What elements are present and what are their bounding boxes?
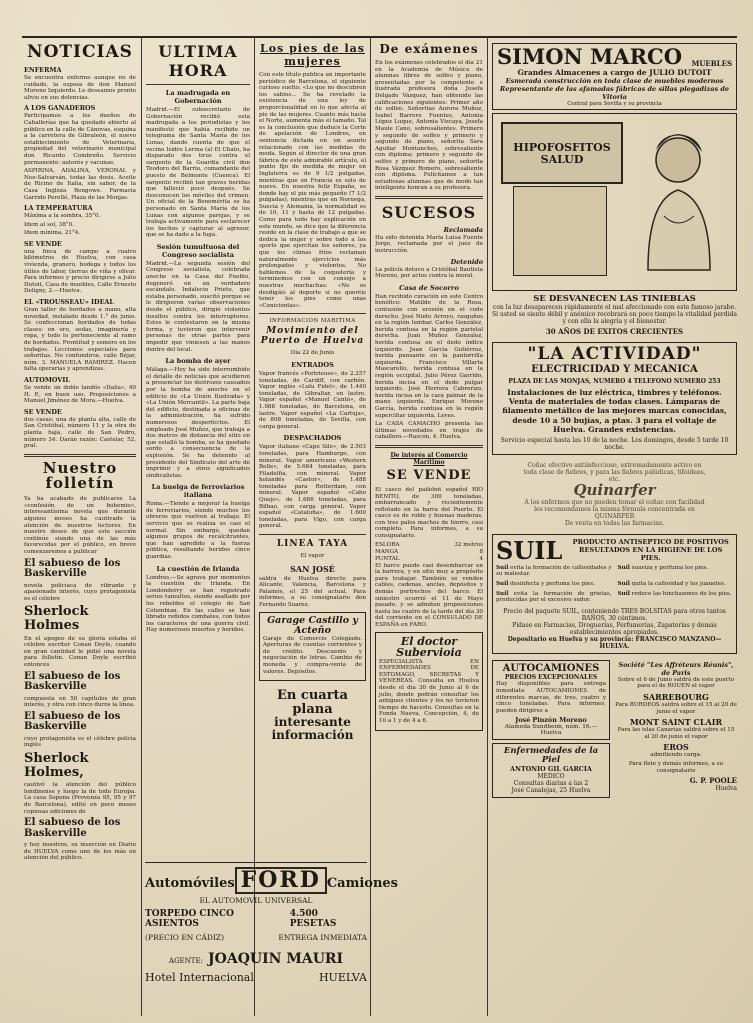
sabueso-headline: El sabueso de los Baskerville	[24, 817, 121, 839]
precio-cadiz: (PRECIO EN CÁDIZ)	[145, 933, 225, 943]
folletin-text: Ya ha acabado de publicarse La «confesión de un bohemio», interesantísima novela que durante algunos meses ha cautivado la atención de nuestros lectores. En nuestro deseo de que este sección continúe siendo una de las más favorecidas por el público, en breve comenzaremos a publicar	[24, 496, 136, 555]
top-rule	[22, 36, 737, 38]
detenido-text: La policía detuvo a Cristóbal Bautista Moreno, por actos contra la moral.	[375, 266, 483, 280]
suil-logo: SUIL	[496, 535, 563, 565]
spec-label: PUNTAL	[375, 555, 400, 562]
se-vende-heading: SE VENDE	[24, 407, 62, 416]
consulta-address: José Canalejas, 25 Huelva	[511, 787, 591, 795]
enferma-text: Se encuentra enfermo aunque no de cuidado, la esposa de don Manuel Moreno Izquierdo. Le deseamos pronto alivio en sus dolencias.	[24, 75, 136, 101]
temp-line: Idem al sol, 38°0.	[24, 221, 74, 228]
sabueso-headline: El sabueso de los Baskerville	[24, 670, 121, 693]
section-heading: La madrugada en Gobernación	[165, 89, 231, 105]
spec-row	[375, 556, 483, 563]
garage-text: Garaje de Comercio Colegiado. Aperturas de cuentas corrientes y de crédito. Descuento y negociación de letras. Cambio de moneda y compra-venta de valores. Depósitos.	[263, 635, 362, 675]
spec-label: MANGA	[375, 548, 399, 555]
autocamiones-sub: PRECIOS EXCEPCIONALES	[504, 674, 598, 682]
societe-title: Société "Les Affréteurs Réunis", de Paris	[618, 660, 734, 677]
automovil-heading: AUTOMOVIL	[24, 375, 70, 384]
column-rule	[370, 36, 371, 1016]
noticias-column	[24, 40, 136, 1015]
column-rule	[141, 36, 142, 1016]
section-text: Londres.—Se agrava por momentos la cuestión de Irlanda. En Londonderry se han registrado serios tumultos, siendo asaltado por los rebeldes el colegio de San Columbian. En las calles se han librado reñidos combates, con todos los caracteres de una guerra civil. Hay numerosos muertos y heridos.	[146, 574, 250, 634]
ship-name: EROS	[663, 742, 689, 753]
simon-header	[497, 46, 732, 68]
pies-title: Los pies de las mujeres	[259, 42, 365, 68]
camiones-label: Camiones	[326, 876, 399, 891]
suil-item: Suil evita la formación de grietas, producidas por el excesivo sudor.	[496, 590, 612, 604]
entrega-label: ENTREGA INMEDIATA	[278, 933, 367, 943]
ultima-hora-title: ULTIMA HORA	[158, 42, 238, 80]
reclamada-heading: Reclamada	[443, 225, 483, 234]
suil-item: Suil evita la formación de callosidades y su malestar.	[496, 564, 612, 578]
socorro-heading: Casa de Socorro	[399, 283, 459, 292]
quinarfer-text-2: A los enfermos que no pueden tomar el coñac con facilidad les recomendamos la misma fórmula concentrada en QUINARFER	[524, 498, 705, 520]
servicio-line: Servicio especial hasta las 10 de la noche. Los domingos, desde 5 tarde 10 noche.	[500, 436, 729, 451]
camacho-text: La CASA CAMACHO presenta las últimas novedades en trajes de caballero.—Rascón, 4. Huelva.	[375, 421, 483, 441]
informacion-heading: INFORMACION MARITIMA	[269, 318, 356, 325]
temp-line: Máxima a la sombra, 35°0.	[24, 213, 101, 220]
sabueso-headline: El sabueso de los Baskerville	[24, 557, 121, 580]
temp-line: Idem mínima, 21°4.	[24, 230, 81, 237]
ultima-hora-column	[146, 40, 250, 860]
subervioia-title: El doctor Subervioia	[396, 634, 462, 660]
cuarta-plana-sub: interesante información	[271, 715, 354, 742]
pies-text: Con este título publica un importante periódico de Barcelona, el siguiente curioso suelto: «Lo que no descubren los sabios... Se ha revelado la existencia de una ley de proporcionalidad en lo que afecta al pie de las mujeres. Cuanto más hacia el Norte, aumenta más el tamaño. Tal es la conclusión que deduce la Corte de apelación de Londres, en sentencia dictada en un asunto relacionado con las medidas de moda. Según el director de una gran fábrica de este admirable artículo, el punto fijo de medida de mujer en Inglaterra es de 9 1/2 pulgadas, mientras que en Francia es solo de nueve. En nuestra feliz España, es donde hay el pie más pequeño (7 1/2 pulgadas), mientras que en Noruega, Suecia y Alemania, la normalidad es de 10, 11 y hasta de 12 pulgadas. Como para todo hay explicación en este mundo, se dice que la diferencia reside en la clase de trabajo a que se dedica la mujer y sobre todo a los sports que ejercitan los señores, ya que los climas fríos reclaman naturalmente ejercicios más prolongados y violentos. No hablemos de la coquetería y terminemos con un consejo a nuestras muchachas: «No os desdigáis al deporte si no queréis tener los pies como unas «Cenicientas».	[259, 72, 366, 309]
piel-ad	[492, 743, 610, 798]
temperatura-heading: LA TEMPERATURA	[24, 204, 93, 213]
actividad-title: "LA ACTIVIDAD"	[527, 344, 702, 365]
aspirina-text: ASPIRINA, ADALINA, VERONAL y Neo-Salvarsán, todas las dosis. Aceite de Ricino de Italia, sin sabor, de la Casa Ingleza Bengowe. Farmacia Garrido Perelló, Plaza de las Monjas.	[24, 168, 136, 201]
sherlock-text: En el apogeo de su gloria estaba el célebre escritor Conan Doyle, cuando en gran cantidad le pidió una novela para folletín. Conan Doyle escribió entonces	[24, 635, 136, 668]
interes-heading: De interés al Comercio Marítimo	[390, 451, 468, 466]
sabueso-text: cuyo protagonista es el célebre policía inglés	[24, 735, 136, 749]
poole-city: Huelva	[715, 785, 737, 793]
linea-vapor: El vapor	[300, 553, 325, 560]
examenes-title: De exámenes	[379, 42, 479, 56]
simon-title: SIMON MARCO	[497, 44, 683, 69]
almacenes-line: Grandes Almacenes a cargo de JULIO DUTOIT	[517, 68, 712, 78]
suil-sale: Pídase en Farmacias, Droguerías, Perfumerías, Zapaterías y demás establecimientos apropiados.	[512, 621, 717, 636]
linea-title: LINEA TAYA	[276, 539, 349, 550]
ford-logo: FORD	[235, 867, 327, 894]
divider	[375, 196, 483, 199]
sabueso-headline: El sabueso de los Baskerville	[24, 710, 121, 733]
suil-price: Precio del paquete SUIL, conteniendo TRES BOLSITAS para otros tantos BAÑOS, 30 céntimos.	[503, 607, 726, 622]
desvanecen-title: SE DESVANECEN LAS TINIEBLAS	[533, 294, 696, 305]
medico-label: MEDICO	[537, 773, 565, 781]
ship-name: MONT SAINT CLAIR	[629, 717, 723, 728]
autocamiones-ad	[492, 660, 610, 740]
automovil-text: Se vende un doble landós «Italia», 40 H. P., en buen uso. Proposiciones a Manuel Jiménez de Mora.—Huelva.	[24, 384, 136, 405]
exitos-line: 30 AÑOS DE EXITOS CRECIENTES	[545, 327, 684, 337]
section-text: Málaga.—Hoy ha sido interrumbido el detalle de noticias que acudieron a presenciar los destrozos causados por la bomba de anoche en el edificio de «La Unión Ilustrada» y «La Unión Mercantil». La parte baja del edificio, destinada a oficinas de la administración, ha sufrido numerosos desperfectos. El empleado José Muñoz, que trabaja a dos metros de distancia del sitio en que estalló la bomba, se ha quedado sordo a consecuencia de la explosión. Se ha detenido al presidente del Sindicato del arte de imprimir y a otros significados sindicalistas.	[146, 367, 250, 479]
reclamada-text: Ha sido detenida María Luisa Fuente Jorge, reclamada por el juez de instrucción.	[375, 234, 483, 255]
spec-value: 4	[479, 555, 483, 562]
sherlock-headline: Sherlock Holmes	[24, 604, 89, 633]
doctor-name: ANTONIO GIL GARCIA	[510, 765, 592, 774]
suil-item: Suil desinfecta y perfuma los pies.	[496, 581, 595, 588]
enferma-heading: ENFERMA	[24, 66, 62, 74]
flete-text: Para flete y demás informes, a su consignatario	[628, 760, 724, 774]
suil-item: Suil reduce las hinchazones de los pies.	[617, 590, 732, 597]
autocamiones-address: Alameda Sundheim, núm. 16.—Huelva	[504, 724, 598, 737]
divider	[375, 445, 483, 448]
movimiento-title: Movimiento del Puerto de Huelva	[260, 326, 365, 347]
societe-text: Sobre el 6 de Junio saldrá de este puerto para el de ROUEN el vapor	[617, 676, 735, 690]
ford-ad	[145, 862, 399, 1013]
hotel-label: Hotel Internacional	[145, 971, 254, 985]
subervioia-text: ESPECIALISTA EN ENFERMEDADES DE ESTOMAGO, SECRETAS Y VENEREAS. Consulta en Huelva desde el día 30 de Junio al 6 de julio, donde podrán consultar los antiguos clientes y los no tuvieron tiempo de hacerlo. Consultas en la Fonda Nueva, Concepción, 4, de 10 a 1 y de 4 a 6.	[379, 658, 479, 725]
autocamiones-text: Hay disponibles para entrega inmediata AUTOCAMIONES de diferentes marcas, de tres, cuatro y cinco toneladas. Para informes, pueden dirigirse a	[496, 681, 606, 714]
admitiendo-text: admitiendo carga.	[650, 752, 702, 759]
universal-line: EL AUTOMOVIL UNIVERSAL	[199, 896, 313, 906]
consulta-line: Consultas diarias a las 2	[513, 780, 589, 788]
se-vende-text: una finca de campo a cuatro kilómetros de Huelva, con casa vivienda, granero, bodega y todos los útiles de labor, tierras de viña y olivar. Para informes y precio dirigirse a Julio Dutoit, Casa de muebles, Calle Ernesto Deligny, 2.—Huelva.	[24, 248, 136, 295]
actividad-address: PLAZA DE LAS MONJAS, NUMERO 4 TELEFONO NUMERO 253	[508, 377, 721, 385]
muebles-label: MUEBLES	[691, 59, 732, 69]
ganaderos-heading: A LOS GANADEROS	[24, 104, 96, 113]
trousseau-heading: EL «TROUSSEAU» IDEAL	[24, 298, 114, 307]
section-heading: Sesión tumultuosa del Congreso socialista	[156, 242, 240, 259]
noticias-title: NOTICIAS	[27, 42, 133, 62]
representante-line: Representante de las afamadas fábricas de sillas plegadizas de Vitoria	[499, 85, 730, 102]
automoviles-label: Automóviles	[145, 876, 235, 891]
se-vende-title: SE VENDE	[386, 467, 472, 483]
autocamiones-title: AUTOCAMIONES	[502, 662, 600, 674]
quinarfer-venta: De venta en todas las farmacias.	[565, 519, 664, 527]
suil-headline: PRODUCTO ANTISEPTICO DE POSITIVOS RESULTADOS EN LA HIGIENE DE LOS PIES.	[572, 538, 729, 563]
canarias-text: Para las islas Canarias saldrá sobre el 15 al 20 de junio el vapor	[617, 727, 735, 740]
despachados-heading: DESPACHADOS	[283, 434, 342, 443]
electricidad-line: ELECTRICIDAD Y MECANICA	[531, 363, 698, 375]
quinarfer-ad	[492, 459, 737, 530]
suil-ad	[492, 534, 737, 654]
garage-title: Garage Castillo y Acteño	[267, 614, 358, 636]
autocamiones-name: José Pinzón Moreno	[515, 716, 587, 725]
simon-marco-ad	[492, 43, 737, 110]
divider	[146, 84, 250, 85]
quinarfer-title: Quinarfer	[573, 480, 656, 499]
sherlock-headline: Sherlock Holmes,	[24, 750, 89, 780]
trousseau-text: Gran taller de bordados a mano, alta novedad, instalado desde 1.° de junio. Se confeccionan bordados de todas clases: en oro, sedas, imaginería y ropa, y todo lo perteneciente al ramo de bordados. Prontitud y esmero en los trabajos. Lecciones especiales para señoritas. No confundirse, calle Béjar, núm. 3. MANUELA RAMIREZ. Hacen falta operarias y aprendizas.	[24, 307, 136, 373]
suil-item: Suil quita la callosidad y los juanetes.	[617, 581, 726, 588]
date-line: Día 22 de Junio	[290, 350, 335, 357]
section-heading: La cuestión de Irlanda	[156, 564, 240, 573]
sucesos-title: SUCESOS	[381, 202, 477, 222]
torpedo-label: TORPEDO CINCO ASIENTOS	[145, 909, 235, 930]
price-label: 4.500 PESETAS	[289, 909, 337, 930]
spec-label: ESLORA	[375, 541, 400, 548]
hipofosfitos-title: HIPOFOSFITOS SALUD	[513, 141, 611, 166]
hipofosfitos-ad	[492, 113, 737, 291]
woman-portrait-icon	[628, 120, 728, 275]
bottom-ads-row	[492, 657, 737, 801]
actividad-text: Instalaciones de luz eléctrica, timbres y teléfonos. Venta de materiales de todas clases. Lámparas de filamento metálico de las mejores marcas conocidas, desde 10 a 50 bujías, a ptas. 3 para el voltaje de Huelva. Grandes existencias.	[502, 387, 727, 434]
ford-header	[145, 867, 399, 894]
hotel-row	[145, 971, 367, 984]
sabueso-text: compuesta en 50 capítulos de gran interés, y otra con cinco duros la línea.	[24, 695, 136, 709]
se-vende-text: El barco puede casi desembarcar en la barrera, y en sitio muy a propósito para trabajar. También se venden cables, cadenas, anclas, depósitos y demás pertrechos del barco. El siniestro ocurrió el 11 de Mayo pasado, y se admiten proposiciones hasta las cuatro de la tarde del día 30 del corriente en el CONSULADO DE ESPAÑA en FARO.	[375, 562, 483, 628]
examenes-column	[375, 40, 483, 860]
cuarta-plana: En cuarta plana	[277, 688, 348, 717]
se-vende-heading: SE VENDE	[24, 239, 62, 248]
quinarfer-text: Coñac efectivo antiinfeccioso, extremadamente activo en toda clase de fiebres, y para las fiebres palúdicas, tifoideas, etc.	[523, 461, 706, 483]
actividad-ad	[492, 342, 737, 455]
detenido-heading: Detenido	[450, 257, 483, 266]
precio-row	[145, 933, 367, 942]
spec-row	[375, 542, 483, 549]
se-vende-text: dos casas: una de planta alta, calle de San Cristóbal, número 11 y la otra de planta baja, calle de San Pedro, número 34. Darán razón: Castelar, 52, pral.	[24, 416, 136, 450]
garage-ad	[259, 612, 366, 682]
desvanecen-text: con la luz desaparecen rápidamente el mal afeccionado con este famoso jarabe. Si usted se siente débil y anémico recobrará en poco tiempo la vitalidad perdida y con ella la alegría y el bienestar.	[492, 304, 737, 326]
spec-value: 8	[479, 548, 483, 555]
section-heading: La bomba de ayer	[165, 357, 231, 366]
linea-ship: SAN JOSÉ	[290, 563, 335, 574]
spec-value: 32 metros	[454, 541, 483, 548]
agente-row	[145, 948, 367, 967]
bottle-icon	[513, 186, 607, 276]
section-heading: La huelga de ferroviarios italiana	[151, 483, 245, 500]
suil-header	[496, 535, 733, 565]
entrados-heading: ENTRADOS	[291, 360, 334, 369]
pies-column	[259, 40, 366, 775]
huelva-label: HUELVA	[318, 971, 367, 985]
entrados-text: Vapor francés «Portrieuse», de 2.257 toneladas, de Cardiff, con carbón. Vapor inglés «Lulu Fidel», de 1.440 toneladas, de Gibraltar, en lastre. Vapor español «Manuel Cantó», de 1.988 toneladas, de Barcelona, en lastre. Vapor español «La Cartuja», de 808 toneladas, de Sevilla, con carga general.	[259, 370, 366, 430]
piel-title: Enfermedades de la Piel	[503, 746, 599, 766]
agente-name: JOAQUIN MAURI	[208, 951, 344, 968]
examenes-text: En los exámenes celebrados el día 21 en la Academia de Música de alumnas libres de solfeo y piano, presentadas por la competente e ilustrada profesora doña Josefa Delgado Vázquez, han obtenido las calificaciones siguientes: Primer año de solfeo. Señoritas Aurora Muñoz, Isabel Barrero Fuentes, Antonia López Luque, Antonia Vizcaya, Josefa Maule Cano, sobresalientes. Primero y segundo de solfeo y primero y segundo de piano, señorita Sara Aguilar Montanches, sobresaliente con diploma; primero y segundo de solfeo y primero de piano, señorita Rosa Vázquez Romero, sobresaliente con diploma. Felicitamos a tan estudiosas alumnas que de modo tan inteligente honran a su profesora.	[375, 60, 483, 192]
torpedo-row	[145, 909, 367, 929]
esmerada-line: Esmerada construcción en toda clase de muebles modernos	[505, 77, 724, 86]
sabueso-text: novela policíaca de vibrante y apasionado interés, cuyo protagonista es el célebre	[24, 582, 136, 602]
divider	[24, 454, 136, 457]
linea-text: saldrá de Huelva directo para Alicante, Valencia, Barcelona y Palamós, el 25 del actual. Para informes, a su consignatario don Fernando Suarez.	[259, 575, 366, 608]
section-text: Madrid.—La segunda sesión del Congreso socialista, celebrada anoche en la Casa del Pueblo, degeneró en un verdadero escándalo. Indalecio Prieto, que estaba personado, suscitó porque se le dirigieron varias observaciones desde el público, dirigió violentos insultos contra los interruptores. Estos le contestaron en la misma forma, y tuvieron que intervenir personas de otras partes para impedir que viniesen a las manos dentro del local.	[146, 260, 250, 353]
ganaderos-text: Participamos a los dueños de Caballerías que ha quedado abierto al público en la calle de Cánovas, esquina a la carretera de Gibraleón, el nuevo establecimiento de Veterinaria, propiedad del veterinario municipal don Ricardo Cumbreño. Servicio permanente: autorés y vacunas.	[24, 113, 136, 166]
suil-depositario: Depositario en Huelva y su provincia: FRANCISCO MANZANO—HUELVA.	[507, 635, 722, 650]
central-line: Central para Sevilla y su provincia	[567, 101, 662, 108]
spec-row	[375, 549, 483, 556]
subervioia-ad	[375, 632, 483, 731]
poole-name: G. P. POOLE	[689, 776, 737, 786]
ads-column	[492, 40, 737, 1015]
section-text: Roma.—Tiende a mejorar la huelga de ferroviarios, siendo muchos los obreros que vuelven al trabajo. El servicio que se realiza es casi el normal. Sin embargo, quedan algunos grupos de recalcitrantes, que han agredido a la fuerza pública, resultando heridos cinco guardias.	[146, 501, 250, 561]
sherlock-text: cautivó la atención del público londinense y luego la de todo Europa. La casa Sopena (Provenza 95, 95 y 97 de Barcelona), editó en poco meses copiosas ediciones de	[24, 782, 136, 815]
despachados-text: Vapor italiano «Capo Sile», de 2.503 toneladas, para Hamburgo, con mineral. Vapor americano «Western Belle», de 5.684 toneladas, para Filadelfia, con mineral. Vapor holandés «Castor», de 1.488 toneladas para Rotterdam, con mineral. Vapor español «Cabo Quejo», de 1.686 toneladas, para Bilbao, con carga general. Vapor español «Cataluña», de 1.600 toneladas, para Vigo, con carga general.	[259, 444, 366, 530]
sabueso-text: y hoy nosotros, su inserción en Diario de HUELVA como uno de los más en atención del público.	[24, 842, 136, 862]
bordeaux-text: Para BURDEOS saldrá sobre el 15 al 20 de junio el vapor	[615, 702, 737, 715]
agente-label: AGENTE:	[168, 957, 203, 966]
ship-name: SARREBOURG	[643, 692, 709, 702]
folletin-title: Nuestro folletín	[42, 458, 118, 493]
left-ads	[492, 657, 610, 801]
societe-ad	[615, 657, 737, 801]
suil-grid	[496, 565, 733, 606]
section-text: Madrid.—El subsecretario de Gobernación recibió esta madrugada a los periodistas y les manifestó que había recibido un telegrama de Santa María de los Lunas, dando cuenta de que el vecino Isidro Lerma (a) El Chato, ha disparado dos tiros contra el sargento de la Guardia civil don Teodoro del Barrio, comandante del puesto de Belmonte (Cuenca). El sargento recibió tan graves heridas que falleció poco después. Se desconocen los móviles del crimen. Un oficial de la Benemérita se ha personado en Santa María de los Lunas con algunos parejas, y se trabaja activamente para esclarecer los hechos y capturar al agresor, que se ha dado a la fuga.	[146, 107, 250, 239]
se-vende-text: El casco del pailebot español RIO BENITO, de 300 toneladas, embarrancado y recientemente reflotado en la barra del Puerto. El casco es de roble y buenas maderas, con tres palos machos de hierro, casi completo. Para informes, a su consignatario.	[375, 486, 483, 540]
socorro-text: Han recibido curación en este Centro benéfico: Matilde de la Rosa, contusión con erosión en el codo derecho. José Nieto Arroyo, rasguños en la región lumbar. Carlos González, herida contusa en la región parietal derecha. Juan Muñoz Gonzalez, herida contusa en el dedo índice izquierdo. Juan García Gutiérrez, herida punzante en la pantorrilla izquierda. Francisco Villarta Mascarello, herida contusa en la región occipital. Julio Pérez Garrido, herida incisa en el dedo pulgar izquierdo. José Herrera Cabrerizo, herida incisa en la cara palmar de la mano izquierda. Enrique Moreno García, herida contusa en la región superciliar izquierda. Leves.	[375, 293, 483, 419]
divider	[259, 534, 366, 535]
bottle-label	[501, 122, 623, 184]
divider	[259, 313, 366, 314]
suil-item: Suil suaviza y perfuma los pies.	[617, 564, 709, 571]
column-rule	[487, 36, 488, 1016]
